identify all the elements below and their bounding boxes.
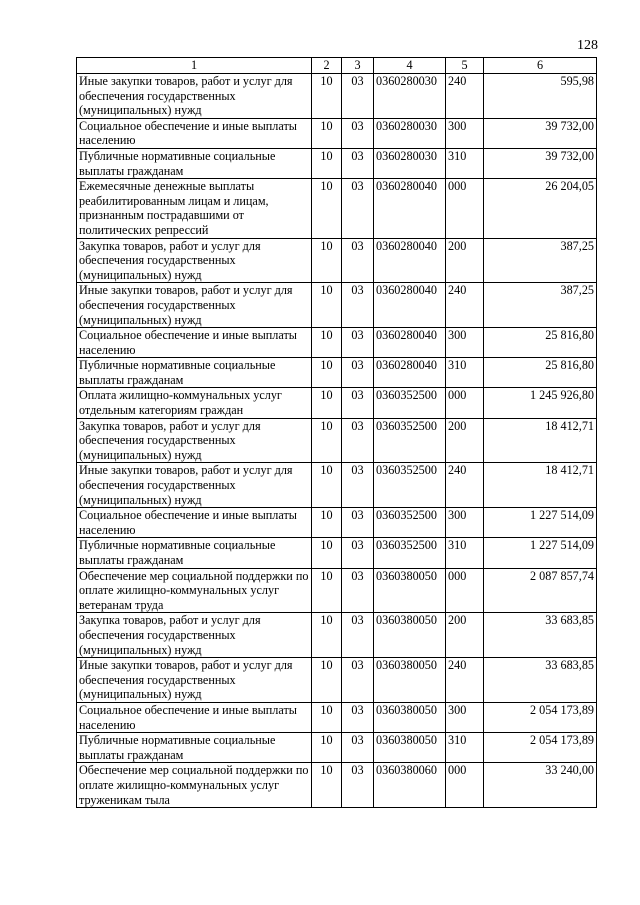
row-amount: 2 054 173,89 — [484, 702, 597, 732]
table-row — [77, 148, 597, 178]
row-target-code: 0360380050 — [374, 658, 446, 703]
row-description: Иные закупки товаров, работ и услуг для обеспечения государственных (муниципальных) нужд — [77, 658, 312, 703]
row-expense-type-code: 310 — [446, 733, 484, 763]
row-description: Закупка товаров, работ и услуг для обеспечения государственных (муниципальных) нужд — [77, 613, 312, 658]
row-target-code: 0360352500 — [374, 418, 446, 463]
row-subsection-code: 03 — [342, 733, 374, 763]
row-description: Социальное обеспечение и иные выплаты населению — [77, 508, 312, 538]
row-section-code: 10 — [312, 658, 342, 703]
row-target-code: 0360280040 — [374, 283, 446, 328]
row-subsection-code: 03 — [342, 508, 374, 538]
row-section-code: 10 — [312, 358, 342, 388]
row-amount: 26 204,05 — [484, 179, 597, 238]
row-expense-type-code: 240 — [446, 74, 484, 119]
row-subsection-code: 03 — [342, 538, 374, 568]
row-amount: 33 683,85 — [484, 658, 597, 703]
row-description: Иные закупки товаров, работ и услуг для обеспечения государственных (муниципальных) нужд — [77, 74, 312, 119]
row-description: Оплата жилищно-коммунальных услуг отдельным категориям граждан — [77, 388, 312, 418]
table-row — [77, 538, 597, 568]
row-expense-type-code: 240 — [446, 463, 484, 508]
row-description: Обеспечение мер социальной поддержки по оплате жилищно-коммунальных услуг ветеранам труда — [77, 568, 312, 613]
row-section-code: 10 — [312, 763, 342, 808]
row-description: Обеспечение мер социальной поддержки по оплате жилищно-коммунальных услуг труженикам тыла — [77, 763, 312, 808]
row-target-code: 0360280030 — [374, 148, 446, 178]
row-target-code: 0360380060 — [374, 763, 446, 808]
row-section-code: 10 — [312, 148, 342, 178]
table-row — [77, 118, 597, 148]
header-col-4: 4 — [374, 58, 446, 74]
row-expense-type-code: 300 — [446, 702, 484, 732]
budget-table — [76, 57, 597, 808]
row-amount: 39 732,00 — [484, 148, 597, 178]
row-description: Закупка товаров, работ и услуг для обеспечения государственных (муниципальных) нужд — [77, 418, 312, 463]
header-col-6: 6 — [484, 58, 597, 74]
row-subsection-code: 03 — [342, 658, 374, 703]
table-row — [77, 179, 597, 238]
row-section-code: 10 — [312, 179, 342, 238]
row-amount: 18 412,71 — [484, 418, 597, 463]
row-amount: 1 227 514,09 — [484, 508, 597, 538]
row-expense-type-code: 300 — [446, 328, 484, 358]
table-row — [77, 613, 597, 658]
row-expense-type-code: 000 — [446, 179, 484, 238]
row-description: Социальное обеспечение и иные выплаты населению — [77, 118, 312, 148]
row-description: Ежемесячные денежные выплаты реабилитированным лицам и лицам, признанным пострадавшими от политических репрессий — [77, 179, 312, 238]
row-target-code: 0360380050 — [374, 702, 446, 732]
table-row — [77, 358, 597, 388]
table-row — [77, 508, 597, 538]
row-subsection-code: 03 — [342, 568, 374, 613]
row-expense-type-code: 310 — [446, 148, 484, 178]
row-target-code: 0360380050 — [374, 613, 446, 658]
row-target-code: 0360352500 — [374, 463, 446, 508]
row-subsection-code: 03 — [342, 328, 374, 358]
row-description: Публичные нормативные социальные выплаты гражданам — [77, 733, 312, 763]
row-section-code: 10 — [312, 388, 342, 418]
row-expense-type-code: 300 — [446, 508, 484, 538]
header-row — [77, 58, 597, 74]
table-row — [77, 74, 597, 119]
page-number: 128 — [577, 38, 598, 53]
row-expense-type-code: 200 — [446, 418, 484, 463]
row-expense-type-code: 000 — [446, 568, 484, 613]
row-section-code: 10 — [312, 733, 342, 763]
row-amount: 1 245 926,80 — [484, 388, 597, 418]
row-expense-type-code: 000 — [446, 763, 484, 808]
row-expense-type-code: 240 — [446, 658, 484, 703]
row-amount: 387,25 — [484, 238, 597, 283]
row-amount: 1 227 514,09 — [484, 538, 597, 568]
row-target-code: 0360280040 — [374, 328, 446, 358]
table-row — [77, 463, 597, 508]
row-subsection-code: 03 — [342, 179, 374, 238]
row-expense-type-code: 200 — [446, 613, 484, 658]
table-row — [77, 568, 597, 613]
table-row — [77, 283, 597, 328]
header-col-1: 1 — [77, 58, 312, 74]
row-subsection-code: 03 — [342, 148, 374, 178]
row-subsection-code: 03 — [342, 463, 374, 508]
row-description: Закупка товаров, работ и услуг для обеспечения государственных (муниципальных) нужд — [77, 238, 312, 283]
row-section-code: 10 — [312, 328, 342, 358]
row-expense-type-code: 240 — [446, 283, 484, 328]
row-subsection-code: 03 — [342, 358, 374, 388]
row-description: Иные закупки товаров, работ и услуг для обеспечения государственных (муниципальных) нужд — [77, 463, 312, 508]
row-subsection-code: 03 — [342, 702, 374, 732]
row-amount: 25 816,80 — [484, 358, 597, 388]
row-expense-type-code: 300 — [446, 118, 484, 148]
row-description: Публичные нормативные социальные выплаты гражданам — [77, 538, 312, 568]
table-row — [77, 763, 597, 808]
table-row — [77, 658, 597, 703]
row-subsection-code: 03 — [342, 74, 374, 119]
row-description: Иные закупки товаров, работ и услуг для обеспечения государственных (муниципальных) нужд — [77, 283, 312, 328]
row-target-code: 0360280030 — [374, 74, 446, 119]
table-row — [77, 388, 597, 418]
row-target-code: 0360352500 — [374, 538, 446, 568]
row-section-code: 10 — [312, 702, 342, 732]
table-header — [77, 58, 597, 74]
row-expense-type-code: 200 — [446, 238, 484, 283]
row-expense-type-code: 000 — [446, 388, 484, 418]
table-row — [77, 328, 597, 358]
row-description: Социальное обеспечение и иные выплаты населению — [77, 702, 312, 732]
row-amount: 387,25 — [484, 283, 597, 328]
row-target-code: 0360280040 — [374, 179, 446, 238]
row-amount: 39 732,00 — [484, 118, 597, 148]
row-description: Публичные нормативные социальные выплаты гражданам — [77, 358, 312, 388]
table-row — [77, 733, 597, 763]
row-target-code: 0360380050 — [374, 733, 446, 763]
row-amount: 2 087 857,74 — [484, 568, 597, 613]
row-section-code: 10 — [312, 74, 342, 119]
header-col-3: 3 — [342, 58, 374, 74]
row-amount: 33 683,85 — [484, 613, 597, 658]
row-subsection-code: 03 — [342, 418, 374, 463]
row-description: Публичные нормативные социальные выплаты гражданам — [77, 148, 312, 178]
row-target-code: 0360280030 — [374, 118, 446, 148]
row-description: Социальное обеспечение и иные выплаты населению — [77, 328, 312, 358]
row-amount: 25 816,80 — [484, 328, 597, 358]
row-amount: 33 240,00 — [484, 763, 597, 808]
header-col-5: 5 — [446, 58, 484, 74]
row-subsection-code: 03 — [342, 283, 374, 328]
row-section-code: 10 — [312, 463, 342, 508]
row-amount: 18 412,71 — [484, 463, 597, 508]
row-subsection-code: 03 — [342, 763, 374, 808]
row-amount: 595,98 — [484, 74, 597, 119]
row-target-code: 0360280040 — [374, 238, 446, 283]
row-subsection-code: 03 — [342, 613, 374, 658]
row-section-code: 10 — [312, 118, 342, 148]
row-amount: 2 054 173,89 — [484, 733, 597, 763]
row-section-code: 10 — [312, 418, 342, 463]
table-row — [77, 702, 597, 732]
row-section-code: 10 — [312, 238, 342, 283]
table-row — [77, 418, 597, 463]
header-col-2: 2 — [312, 58, 342, 74]
row-expense-type-code: 310 — [446, 538, 484, 568]
row-target-code: 0360352500 — [374, 388, 446, 418]
table-row — [77, 238, 597, 283]
row-subsection-code: 03 — [342, 388, 374, 418]
row-section-code: 10 — [312, 538, 342, 568]
row-section-code: 10 — [312, 613, 342, 658]
row-target-code: 0360352500 — [374, 508, 446, 538]
row-target-code: 0360380050 — [374, 568, 446, 613]
table-body — [77, 74, 597, 808]
row-section-code: 10 — [312, 283, 342, 328]
row-section-code: 10 — [312, 568, 342, 613]
row-expense-type-code: 310 — [446, 358, 484, 388]
row-subsection-code: 03 — [342, 238, 374, 283]
row-section-code: 10 — [312, 508, 342, 538]
row-subsection-code: 03 — [342, 118, 374, 148]
row-target-code: 0360280040 — [374, 358, 446, 388]
